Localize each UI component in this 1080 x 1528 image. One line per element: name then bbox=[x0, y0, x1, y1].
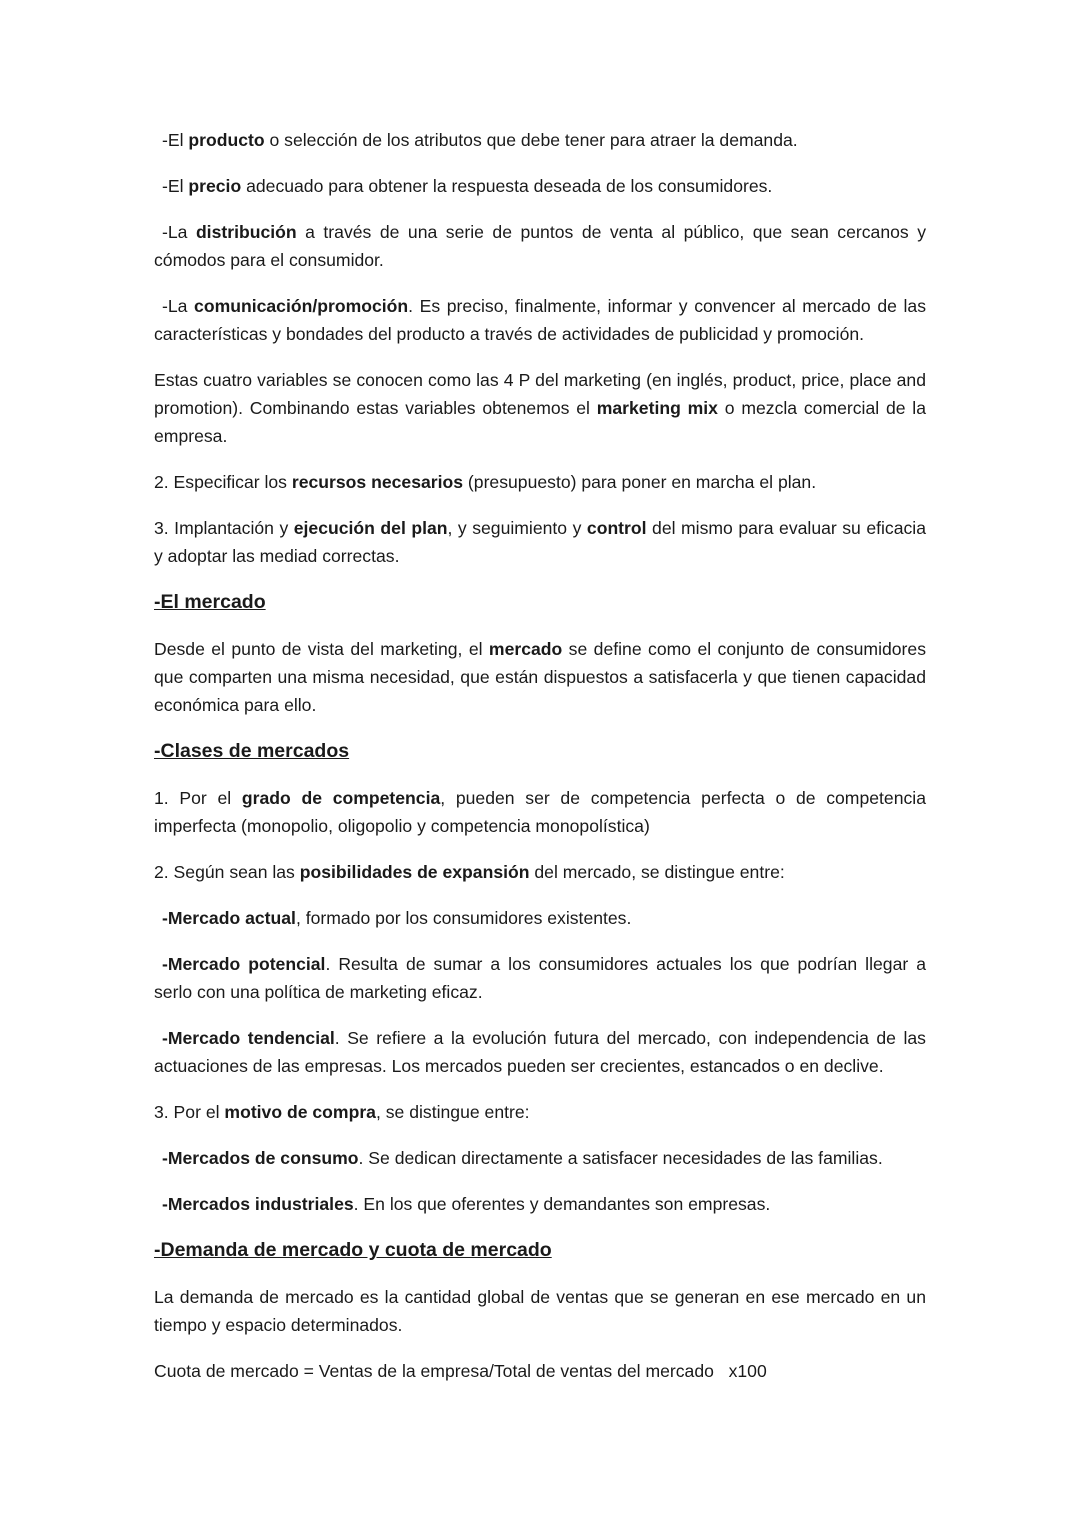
text-pre: 1. Por el bbox=[154, 788, 242, 808]
text-pre: -El bbox=[162, 130, 189, 150]
text-post: , pueden ser de competencia perfecta o de competencia imperfecta (monopolio, oligopolio y competencia monopolística) bbox=[154, 788, 926, 836]
paragraph-cuatro-p bbox=[154, 366, 926, 450]
text-post: del mismo para evaluar su eficacia y adoptar las mediad correctas. bbox=[154, 518, 927, 566]
paragraph-mercados-consumo bbox=[154, 1144, 926, 1172]
text-post: . Se refiere a la evolución futura del mercado, con independencia de las actuaciones de las empresas. Los mercados pueden ser crecientes, estancados o en declive. bbox=[154, 1028, 926, 1076]
text-post: . En los que oferentes y demandantes son empresas. bbox=[353, 1194, 771, 1214]
text-pre: 2. Según sean las bbox=[154, 862, 300, 882]
text-post: se define como el conjunto de consumidores que comparten una misma necesidad, que están dispuestos a satisfacerla y que tienen capacidad económica para ello. bbox=[154, 639, 926, 715]
paragraph-distribucion bbox=[154, 218, 926, 274]
text-post: o selección de los atributos que debe tener para atraer la demanda. bbox=[264, 130, 798, 150]
paragraph-demanda-def: La demanda de mercado es la cantidad global de ventas que se generan en ese mercado en un tiempo y espacio determinados. bbox=[154, 1287, 926, 1335]
paragraph-precio bbox=[154, 172, 926, 200]
document-page bbox=[154, 126, 926, 1403]
text-post: , formado por los consumidores existentes. bbox=[295, 908, 632, 928]
bold-term: -Mercados de consumo bbox=[162, 1148, 359, 1168]
bold-term: -Mercado actual bbox=[162, 908, 296, 928]
text-post: . Se dedican directamente a satisfacer necesidades de las familias. bbox=[358, 1148, 883, 1168]
text-post: a través de una serie de puntos de venta al público, que sean cercanos y cómodos para el consumidor. bbox=[154, 222, 926, 270]
paragraph-mercado-actual bbox=[154, 904, 926, 932]
text-mid: , y seguimiento y bbox=[447, 518, 587, 538]
bold-term: comunicación/promoción bbox=[194, 296, 409, 316]
paragraph-implantacion bbox=[154, 514, 926, 570]
text-pre: 3. Implantación y bbox=[154, 518, 294, 538]
bold-term: precio bbox=[188, 176, 242, 196]
bold-term: marketing mix bbox=[596, 398, 718, 418]
heading-clases-mercados: -Clases de mercados bbox=[154, 740, 350, 762]
text-pre: Desde el punto de vista del marketing, el bbox=[154, 639, 489, 659]
text-pre: 2. Especificar los bbox=[154, 472, 292, 492]
paragraph-mercado-potencial bbox=[154, 950, 926, 1006]
paragraph-mercados-industriales bbox=[154, 1190, 926, 1218]
paragraph-motivo bbox=[154, 1098, 926, 1126]
bold-term: producto bbox=[188, 130, 265, 150]
text-post: , se distingue entre: bbox=[375, 1102, 530, 1122]
paragraph-mercado-def bbox=[154, 635, 926, 719]
bold-term: posibilidades de expansión bbox=[299, 862, 530, 882]
text-pre: -El bbox=[162, 176, 189, 196]
paragraph-comunicacion bbox=[154, 292, 926, 348]
text-post: del mercado, se distingue entre: bbox=[529, 862, 785, 882]
paragraph-producto bbox=[154, 126, 926, 154]
text-post: . Resulta de sumar a los consumidores actuales los que podrían llegar a serlo con una política de marketing eficaz. bbox=[154, 954, 926, 1002]
paragraph-expansion bbox=[154, 858, 926, 886]
paragraph-recursos bbox=[154, 468, 926, 496]
bold-term: distribución bbox=[195, 222, 297, 242]
paragraph-competencia bbox=[154, 784, 926, 840]
text-post: . Es preciso, finalmente, informar y convencer al mercado de las características y bondades del producto a través de actividades de publicidad y promoción. bbox=[154, 296, 926, 344]
bold-term-2: control bbox=[586, 518, 647, 538]
text-pre: -La bbox=[162, 296, 195, 316]
bold-term: -Mercado tendencial bbox=[162, 1028, 335, 1048]
text-post: (presupuesto) para poner en marcha el plan. bbox=[463, 472, 817, 492]
bold-term: ejecución del plan bbox=[293, 518, 448, 538]
text-pre: Estas cuatro variables se conocen como las 4 P del marketing (en inglés, product, price, place and promotion). Combinando estas variables obtenemos el bbox=[154, 370, 926, 418]
heading-demanda-cuota: -Demanda de mercado y cuota de mercado bbox=[154, 1239, 552, 1261]
text-post: o mezcla comercial de la empresa. bbox=[154, 398, 927, 446]
bold-term: -Mercado potencial bbox=[162, 954, 326, 974]
bold-term: -Mercados industriales bbox=[162, 1194, 354, 1214]
paragraph-cuota-formula: Cuota de mercado = Ventas de la empresa/Total de ventas del mercado x100 bbox=[154, 1361, 767, 1381]
bold-term: grado de competencia bbox=[241, 788, 441, 808]
bold-term: recursos necesarios bbox=[291, 472, 464, 492]
text-post: adecuado para obtener la respuesta deseada de los consumidores. bbox=[241, 176, 773, 196]
heading-el-mercado: -El mercado bbox=[154, 591, 266, 613]
bold-term: motivo de compra bbox=[224, 1102, 376, 1122]
text-pre: -La bbox=[162, 222, 196, 242]
paragraph-mercado-tendencial bbox=[154, 1024, 926, 1080]
text-pre: 3. Por el bbox=[154, 1102, 225, 1122]
bold-term: mercado bbox=[488, 639, 563, 659]
